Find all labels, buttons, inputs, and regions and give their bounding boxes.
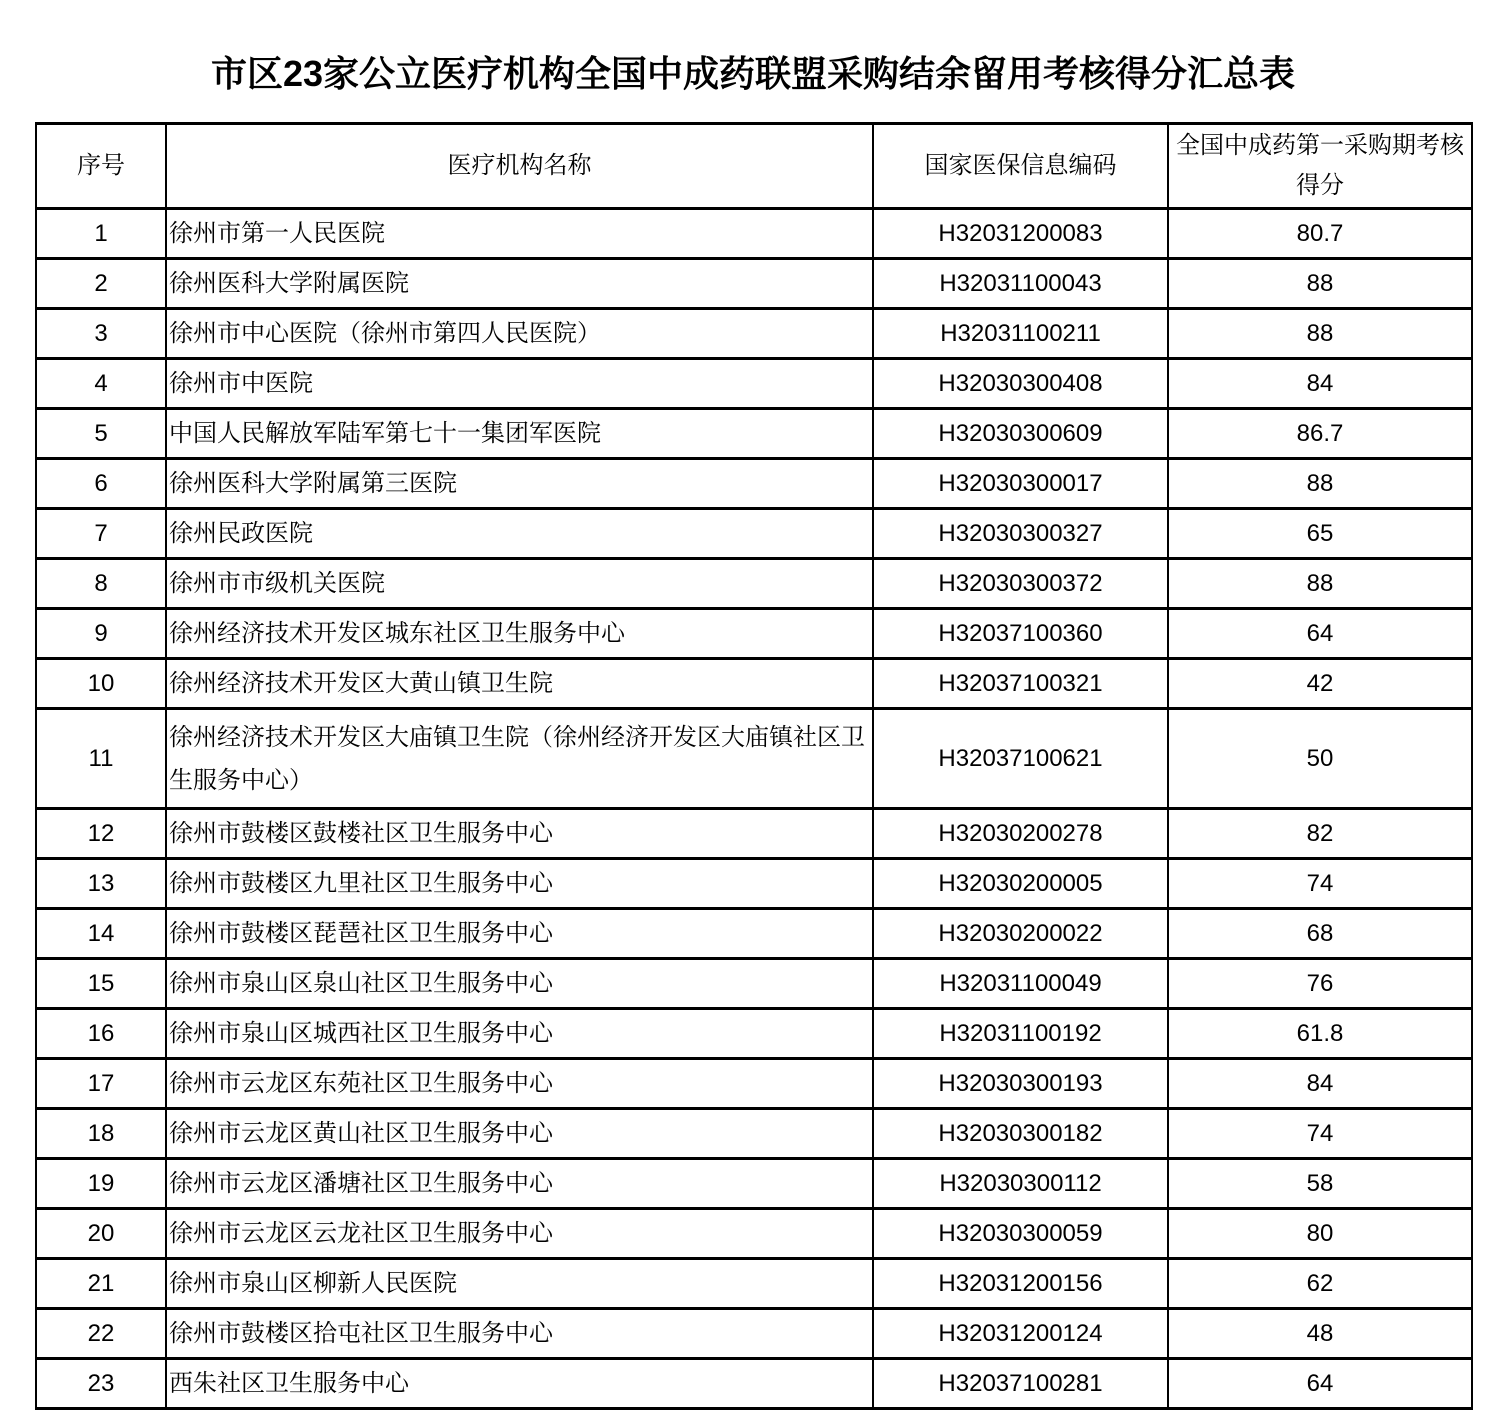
assessment-score: 64	[1168, 609, 1472, 659]
table-row	[36, 959, 1472, 1009]
institution-name: 徐州经济技术开发区城东社区卫生服务中心	[166, 609, 873, 659]
table-row	[36, 809, 1472, 859]
institution-name: 徐州市云龙区潘塘社区卫生服务中心	[166, 1159, 873, 1209]
insurance-code: H32030300112	[873, 1159, 1168, 1209]
institution-name: 徐州市市级机关医院	[166, 559, 873, 609]
header-institution-name: 医疗机构名称	[166, 124, 873, 209]
insurance-code: H32031200124	[873, 1309, 1168, 1359]
row-serial-number: 5	[36, 409, 166, 459]
insurance-code: H32030300609	[873, 409, 1168, 459]
assessment-score: 68	[1168, 909, 1472, 959]
row-serial-number: 17	[36, 1059, 166, 1109]
institution-name: 徐州医科大学附属医院	[166, 259, 873, 309]
institution-name: 徐州市泉山区泉山社区卫生服务中心	[166, 959, 873, 1009]
insurance-code: H32037100321	[873, 659, 1168, 709]
institution-name: 徐州市云龙区云龙社区卫生服务中心	[166, 1209, 873, 1259]
table-row	[36, 409, 1472, 459]
row-serial-number: 20	[36, 1209, 166, 1259]
assessment-score: 84	[1168, 1059, 1472, 1109]
table-row	[36, 259, 1472, 309]
institution-name: 徐州市鼓楼区鼓楼社区卫生服务中心	[166, 809, 873, 859]
assessment-score: 76	[1168, 959, 1472, 1009]
row-serial-number: 22	[36, 1309, 166, 1359]
score-table	[35, 122, 1473, 1410]
institution-name: 徐州民政医院	[166, 509, 873, 559]
row-serial-number: 3	[36, 309, 166, 359]
insurance-code: H32031100049	[873, 959, 1168, 1009]
row-serial-number: 11	[36, 709, 166, 809]
header-serial-number: 序号	[36, 124, 166, 209]
page-title: 市区23家公立医疗机构全国中成药联盟采购结余留用考核得分汇总表	[210, 53, 1296, 94]
row-serial-number: 1	[36, 209, 166, 259]
table-row	[36, 459, 1472, 509]
institution-name: 徐州市云龙区黄山社区卫生服务中心	[166, 1109, 873, 1159]
table-row	[36, 609, 1472, 659]
assessment-score: 74	[1168, 1109, 1472, 1159]
insurance-code: H32030200005	[873, 859, 1168, 909]
table-row	[36, 509, 1472, 559]
insurance-code: H32037100360	[873, 609, 1168, 659]
assessment-score: 88	[1168, 259, 1472, 309]
insurance-code: H32030300182	[873, 1109, 1168, 1159]
table-row	[36, 859, 1472, 909]
row-serial-number: 16	[36, 1009, 166, 1059]
assessment-score: 84	[1168, 359, 1472, 409]
insurance-code: H32030300193	[873, 1059, 1168, 1109]
insurance-code: H32031100192	[873, 1009, 1168, 1059]
table-row	[36, 1259, 1472, 1309]
row-serial-number: 9	[36, 609, 166, 659]
assessment-score: 80.7	[1168, 209, 1472, 259]
table-row	[36, 1159, 1472, 1209]
row-serial-number: 10	[36, 659, 166, 709]
assessment-score: 64	[1168, 1359, 1472, 1409]
row-serial-number: 7	[36, 509, 166, 559]
assessment-score: 88	[1168, 309, 1472, 359]
insurance-code: H32037100281	[873, 1359, 1168, 1409]
institution-name: 徐州市鼓楼区琵琶社区卫生服务中心	[166, 909, 873, 959]
insurance-code: H32030300327	[873, 509, 1168, 559]
table-row	[36, 209, 1472, 259]
table-row	[36, 1059, 1472, 1109]
assessment-score: 50	[1168, 709, 1472, 809]
institution-name: 徐州市中心医院（徐州市第四人民医院）	[166, 309, 873, 359]
row-serial-number: 14	[36, 909, 166, 959]
institution-name: 徐州市云龙区东苑社区卫生服务中心	[166, 1059, 873, 1109]
institution-name: 西朱社区卫生服务中心	[166, 1359, 873, 1409]
assessment-score: 88	[1168, 459, 1472, 509]
insurance-code: H32030300059	[873, 1209, 1168, 1259]
institution-name: 徐州医科大学附属第三医院	[166, 459, 873, 509]
table-row	[36, 1359, 1472, 1409]
assessment-score: 86.7	[1168, 409, 1472, 459]
insurance-code: H32037100621	[873, 709, 1168, 809]
insurance-code: H32031200156	[873, 1259, 1168, 1309]
table-row	[36, 1109, 1472, 1159]
row-serial-number: 23	[36, 1359, 166, 1409]
table-row	[36, 709, 1472, 809]
row-serial-number: 4	[36, 359, 166, 409]
row-serial-number: 19	[36, 1159, 166, 1209]
row-serial-number: 12	[36, 809, 166, 859]
table-row	[36, 909, 1472, 959]
institution-name: 徐州市泉山区城西社区卫生服务中心	[166, 1009, 873, 1059]
table-row	[36, 1209, 1472, 1259]
assessment-score: 62	[1168, 1259, 1472, 1309]
insurance-code: H32030200278	[873, 809, 1168, 859]
institution-name: 徐州市鼓楼区九里社区卫生服务中心	[166, 859, 873, 909]
header-row	[36, 124, 1472, 209]
row-serial-number: 6	[36, 459, 166, 509]
institution-name: 中国人民解放军陆军第七十一集团军医院	[166, 409, 873, 459]
table-row	[36, 309, 1472, 359]
institution-name: 徐州市第一人民医院	[166, 209, 873, 259]
assessment-score: 58	[1168, 1159, 1472, 1209]
assessment-score: 82	[1168, 809, 1472, 859]
row-serial-number: 18	[36, 1109, 166, 1159]
table-row	[36, 559, 1472, 609]
assessment-score: 42	[1168, 659, 1472, 709]
assessment-score: 80	[1168, 1209, 1472, 1259]
assessment-score: 88	[1168, 559, 1472, 609]
insurance-code: H32031100043	[873, 259, 1168, 309]
assessment-score: 65	[1168, 509, 1472, 559]
table-row	[36, 1009, 1472, 1059]
table-row	[36, 1309, 1472, 1359]
insurance-code: H32031200083	[873, 209, 1168, 259]
insurance-code: H32030300372	[873, 559, 1168, 609]
header-insurance-code: 国家医保信息编码	[873, 124, 1168, 209]
institution-name: 徐州经济技术开发区大庙镇卫生院（徐州经济开发区大庙镇社区卫生服务中心）	[166, 709, 873, 809]
insurance-code: H32030300017	[873, 459, 1168, 509]
row-serial-number: 8	[36, 559, 166, 609]
institution-name: 徐州市中医院	[166, 359, 873, 409]
assessment-score: 74	[1168, 859, 1472, 909]
assessment-score: 48	[1168, 1309, 1472, 1359]
table-row	[36, 659, 1472, 709]
header-assessment-score: 全国中成药第一采购期考核得分	[1168, 124, 1472, 209]
institution-name: 徐州经济技术开发区大黄山镇卫生院	[166, 659, 873, 709]
insurance-code: H32030200022	[873, 909, 1168, 959]
institution-name: 徐州市鼓楼区拾屯社区卫生服务中心	[166, 1309, 873, 1359]
insurance-code: H32031100211	[873, 309, 1168, 359]
institution-name: 徐州市泉山区柳新人民医院	[166, 1259, 873, 1309]
row-serial-number: 15	[36, 959, 166, 1009]
row-serial-number: 21	[36, 1259, 166, 1309]
row-serial-number: 13	[36, 859, 166, 909]
insurance-code: H32030300408	[873, 359, 1168, 409]
table-row	[36, 359, 1472, 409]
row-serial-number: 2	[36, 259, 166, 309]
assessment-score: 61.8	[1168, 1009, 1472, 1059]
